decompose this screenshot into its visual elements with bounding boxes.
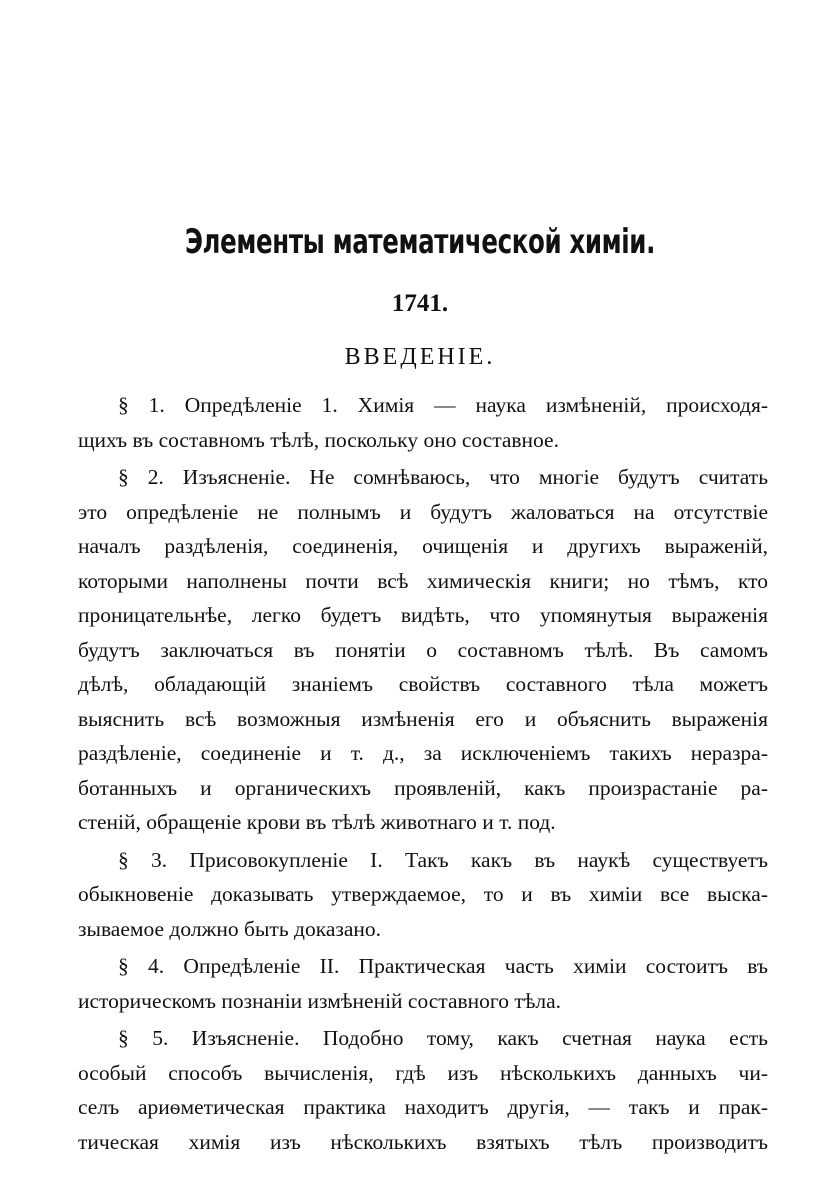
text-line: стеній, обращеніе крови въ тѣлѣ животнаго и т. под.	[78, 810, 556, 834]
year-heading: 1741.	[391, 290, 449, 317]
paragraph-4	[78, 949, 768, 1018]
paragraph-3	[78, 843, 768, 947]
text-line: обыкновеніе доказывать утверждаемое, то и въ химіи все выска-	[78, 882, 768, 906]
text-line: ботанныхъ и органическихъ проявленій, какъ произрастаніе ра-	[78, 775, 768, 800]
page-title: Элементы математической химіи.	[184, 222, 656, 262]
text-line: селъ ариѳметическая практика находитъ другія, — такъ и прак-	[78, 1095, 768, 1119]
text-line: тическая химія изъ нѣсколькихъ взятыхъ тѣлъ производитъ	[78, 1129, 768, 1154]
text-line: началъ раздѣленія, соединенія, очищенія и другихъ выраженій,	[78, 534, 768, 558]
text-line: § 5. Изъясненіе. Подобно тому, какъ счетная наука есть	[118, 1026, 768, 1050]
text-line: особый способъ вычисленія, гдѣ изъ нѣсколькихъ данныхъ чи-	[78, 1060, 768, 1085]
paragraph-2	[78, 460, 768, 840]
text-line: щихъ въ составномъ тѣлѣ, поскольку оно составное.	[78, 427, 559, 452]
text-line: § 3. Присовокупленіе I. Такъ какъ въ наукѣ существуетъ	[118, 847, 768, 872]
text-line: будутъ заключаться въ понятіи о составномъ тѣлѣ. Въ самомъ	[78, 637, 768, 662]
text-line: зываемое должно быть доказано.	[78, 916, 382, 941]
text-line: § 4. Опредѣленіе II. Практическая часть химіи состоитъ въ	[118, 954, 768, 978]
text-line: дѣлѣ, обладающій знаніемъ свойствъ составного тѣла можетъ	[78, 672, 768, 696]
text-line: выяснить всѣ возможныя измѣненія его и объяснить выраженія	[78, 706, 768, 731]
text-line: проницательнѣе, легко будетъ видѣть, что упомянутыя выраженія	[78, 603, 768, 627]
text-line: § 2. Изъясненіе. Не сомнѣваюсь, что многіе будутъ считать	[118, 465, 768, 489]
text-line: раздѣленіе, соединеніе и т. д., за исключеніемъ такихъ неразра-	[78, 741, 768, 765]
text-line: которыми наполнены почти всѣ химическія книги; но тѣмъ, кто	[78, 568, 768, 593]
body-text	[78, 388, 768, 1159]
paragraph-1	[78, 388, 768, 457]
paragraph-5	[78, 1021, 768, 1159]
text-line: историческомъ познаніи измѣненій составного тѣла.	[78, 988, 562, 1013]
text-line: § 1. Опредѣленіе 1. Химія — наука измѣненій, происходя-	[118, 393, 768, 417]
text-line: это опредѣленіе не полнымъ и будутъ жаловаться на отсутствіе	[78, 499, 768, 524]
section-heading: ВВЕДЕНІЕ.	[344, 344, 496, 370]
